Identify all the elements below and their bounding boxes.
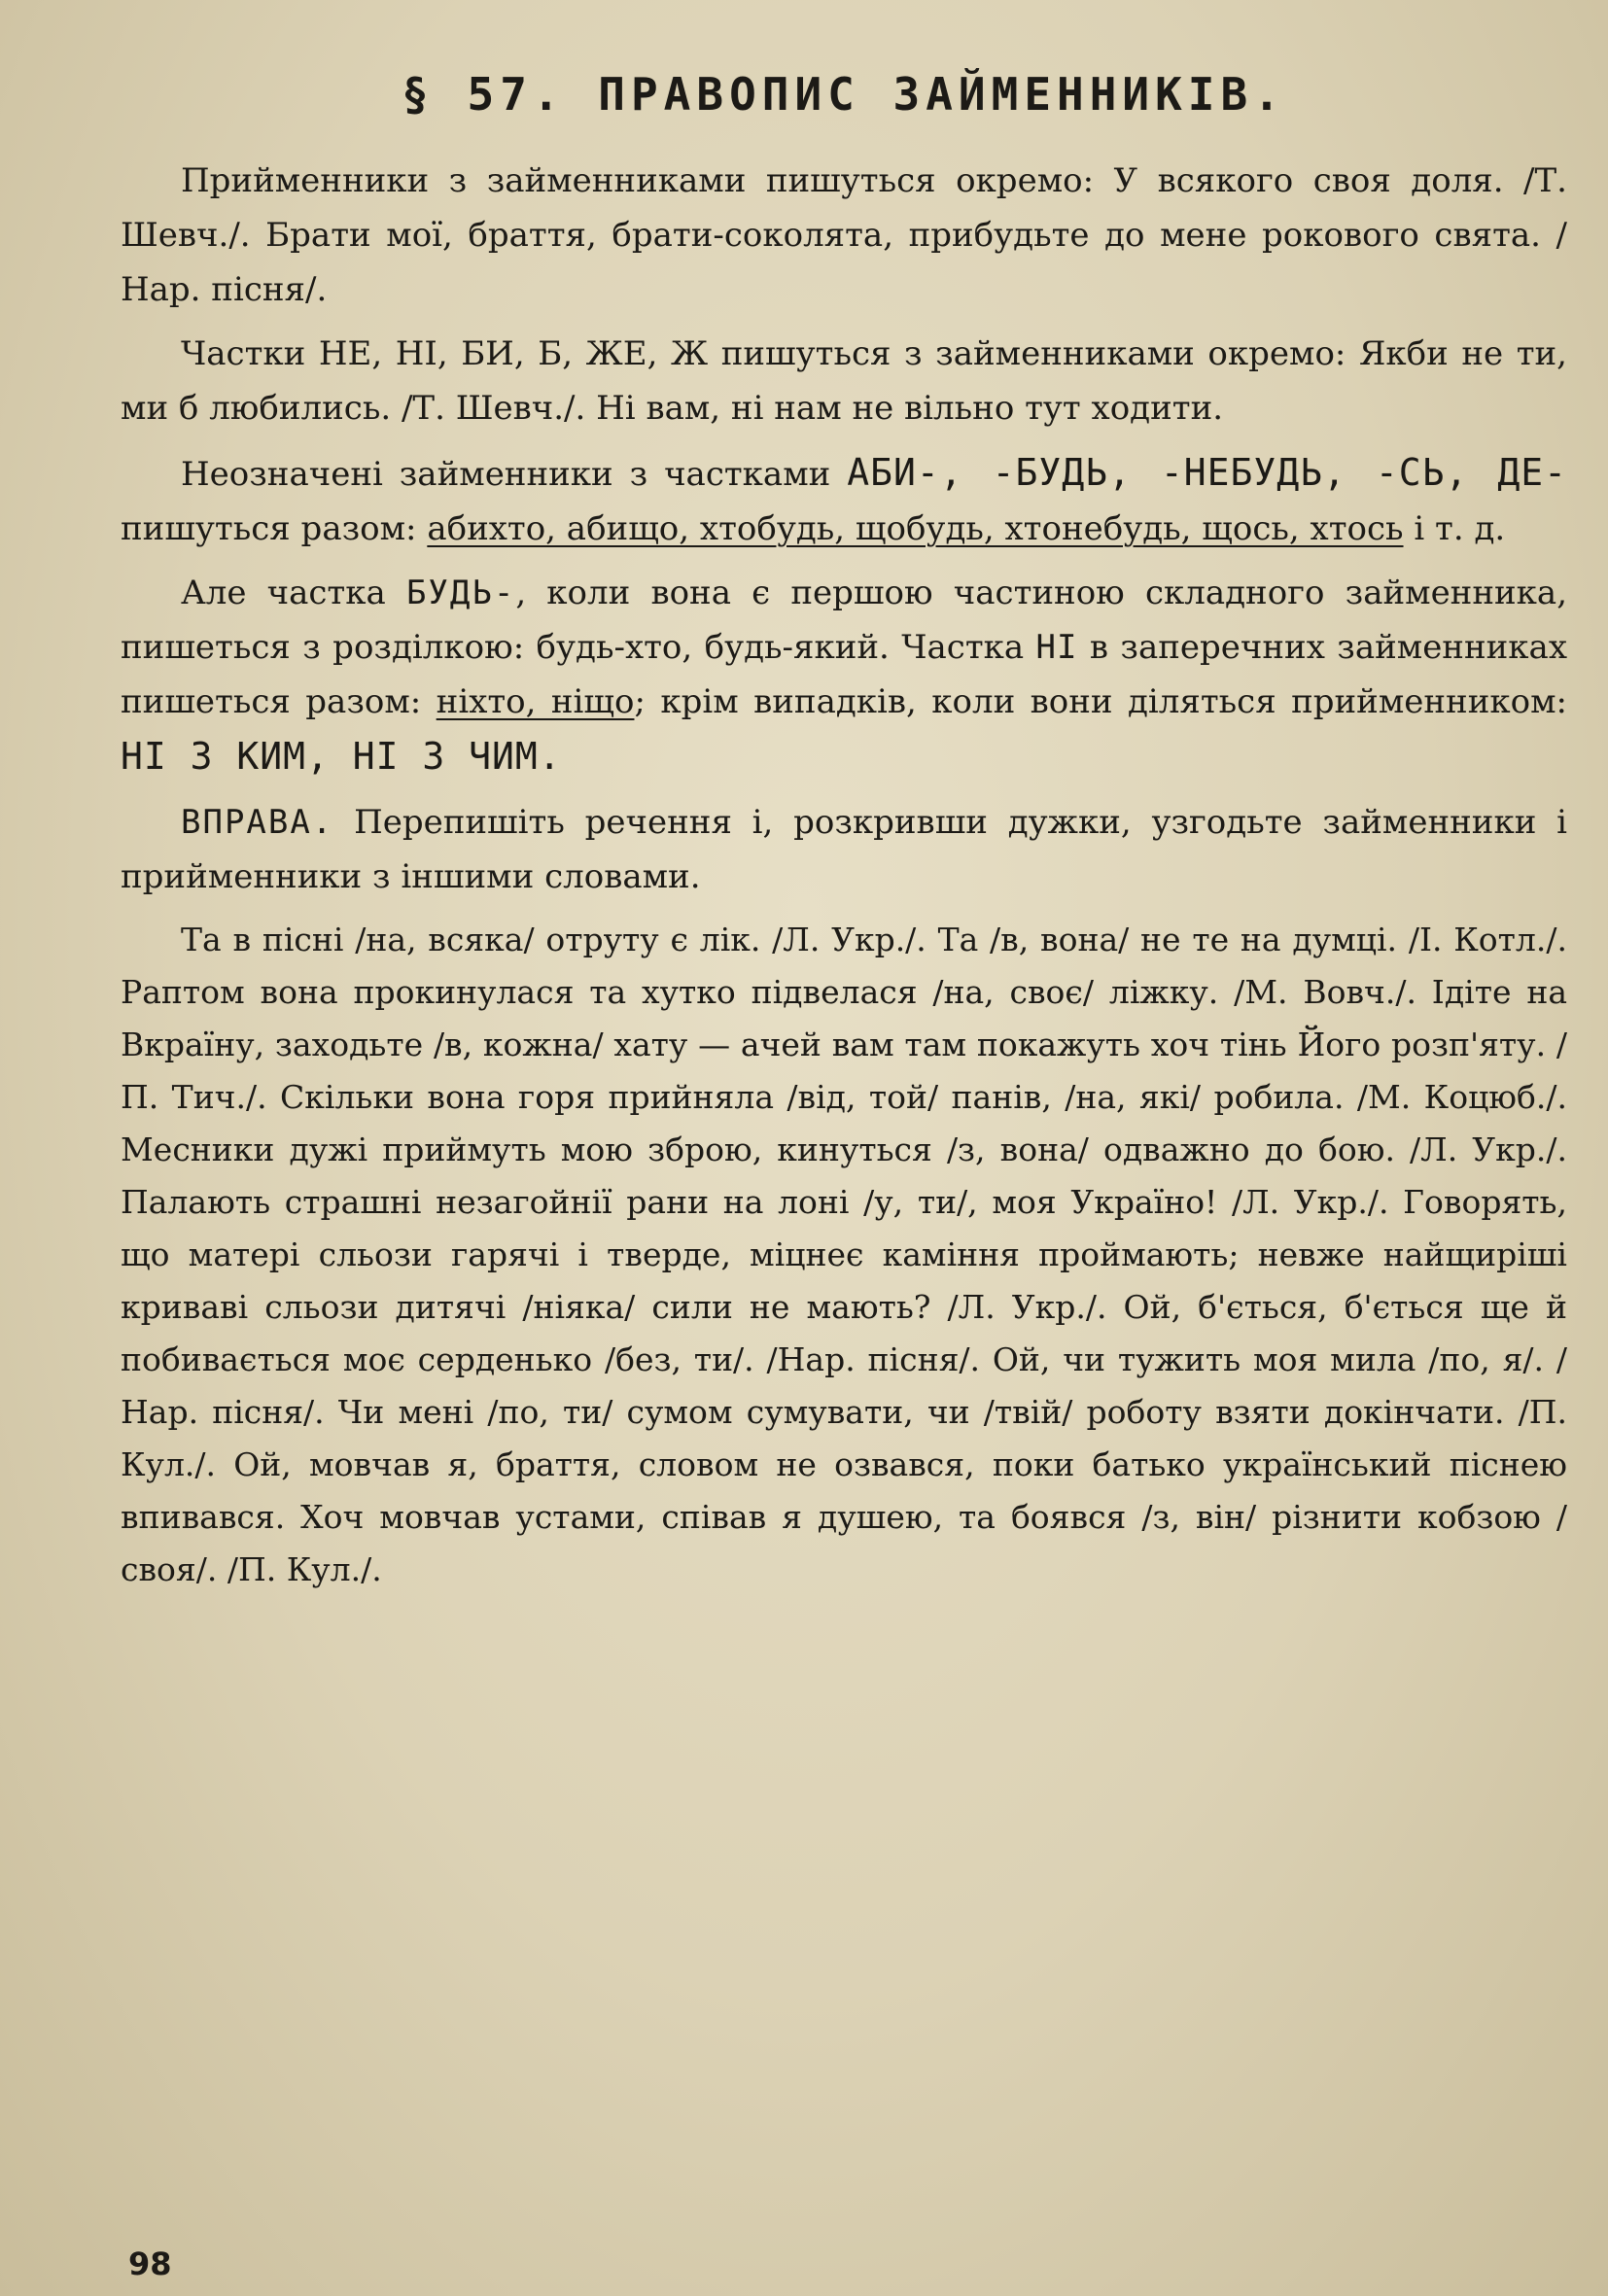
paragraph-exercise-sentences: Та в пісні /на, всяка/ отруту є лік. /Л. Укр./. Та /в, вона/ не те на думці. /І. Котл./. Раптом вона прокинулася та хутко підвелася /на, своє/ ліжку. /М. Вовч./. Ідіте на Вкраїну, заходьте /в, кожна/ хату — ачей вам там покажуть хоч тінь Його розп'яту. /П. Тич./. Скільки вона горя прийняла /від, той/ панів, /на, які/ робила. /М. Коцюб./. Месники дужі приймуть мою зброю, кинуться /з, вона/ одважно до бою. /Л. Укр./. Палають страшні незагойнії рани на лоні /у, ти/, моя Україно! /Л. Укр./. Говорять, що матері сльози гарячі і тверде, міцнеє каміння проймають; невже найщиріші криваві сльози дитячі /ніяка/ сили не мають? /Л. Укр./. Ой, б'ється, б'ється ще й побивається моє серденько /без, ти/. /Нар. пісня/. Ой, чи тужить моя мила /по, я/. /Нар. пісня/. Чи мені /по, ти/ сумом сумувати, чи /твій/ роботу взяти докінчати. /П. Кул./. Ой, мовчав я, браття, словом не озвався, поки батько український піснею впивався. Хоч мовчав устами, співав я душею, та боявся /з, він/ різнити кобзою /своя/. /П. Кул./. [121, 921, 1567, 1588]
page-number: 98 [128, 2245, 172, 2282]
paragraph-indefinite-pronouns [121, 445, 1567, 556]
bud-part4: ; крім випадків, коли вони діляться прийменником: [634, 682, 1567, 721]
indefinite-intro: Неозначені займенники з частками [181, 455, 831, 494]
indefinite-middle: пишуться разом: [121, 509, 417, 548]
indefinite-examples: абихто, абищо, хтобудь, щобудь, хтонебудь, щось, хтось [427, 509, 1404, 548]
paragraph-exercise [121, 795, 1567, 904]
bud-part2: , коли вона є першою частиною складного займенника, пишеться з розділкою: будь-хто, будь-який. Частка [121, 574, 1567, 667]
paragraph-prepositions: Прийменники з займенниками пишуться окремо: У всякого своя доля. /Т. Шевч./. Брати мої, браття, брати-соколята, прибудьте до мене рокового свята. /Нар. пісня/. [121, 161, 1567, 309]
bud-tail-examples: НІ З КИМ, НІ З ЧИМ. [121, 735, 562, 778]
ni-particle: НІ [1035, 628, 1078, 667]
bud-particle: БУДЬ- [405, 574, 516, 612]
section-heading: § 57. ПРАВОПИС ЗАЙМЕННИКІВ. [402, 68, 1286, 121]
exercise-instructions: Перепишіть речення і, розкривши дужки, узгодьте займенники і прийменники з іншими словами. [121, 803, 1568, 896]
paragraph-particles: Частки НЕ, НІ, БИ, Б, ЖЕ, Ж пишуться з займенниками окремо: Якби не ти, ми б любились. /Т. Шевч./. Ні вам, ні нам не вільно тут ходити. [121, 334, 1567, 428]
paragraph-bud-particle [121, 566, 1567, 785]
bud-part3: в заперечних займенниках пишеться разом: [121, 628, 1567, 721]
indefinite-particles: АБИ-, -БУДЬ, -НЕБУДЬ, -СЬ, ДЕ- [847, 451, 1568, 494]
exercise-label: ВПРАВА. [181, 803, 334, 842]
bud-part1: Але частка [181, 574, 386, 612]
negative-examples: ніхто, нiщо [436, 682, 635, 721]
indefinite-tail: і т. д. [1414, 509, 1506, 548]
